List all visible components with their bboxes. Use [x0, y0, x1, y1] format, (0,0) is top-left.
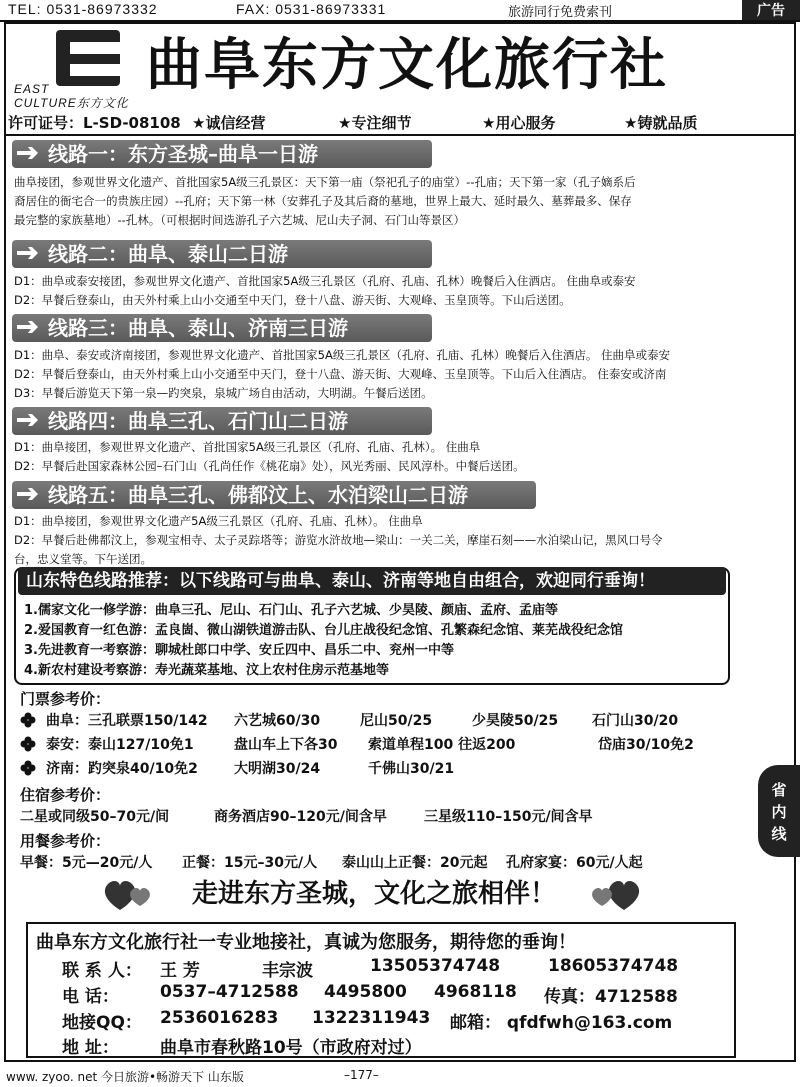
ticket-row-jinan [20, 758, 720, 780]
logo-text-line2: CULTURE东方文化 [14, 96, 129, 110]
ticket-item: 泰安：泰山127/10免1 [46, 737, 194, 753]
lodging-item: 三星级110–150元/间含早 [424, 809, 593, 825]
route-2-line: D1：曲阜或泰安接团，参观世界文化遗产、首批国家5A级三孔景区（孔府、孔庙、孔林）晚餐后入住酒店。 住曲阜或泰安 [14, 274, 636, 288]
route-3-bar [12, 314, 432, 342]
contact-email: 邮箱： qfdfwh@163.com [450, 1013, 673, 1033]
footer-site: www. zyoo. net 今日旅游•畅游天下 山东版 [6, 1070, 244, 1084]
dining-section-title: 用餐参考价： [20, 832, 111, 850]
recommend-item: 3.先进教育一考察游：聊城杜郎口中学、安丘四中、昌乐二中、兖州一中等 [24, 643, 454, 658]
route-3-title: 线路三：曲阜、泰山、济南三日游 [48, 316, 348, 340]
motto-4: ★铸就品质 [624, 114, 698, 132]
contact-phone-label: 电 话： [62, 987, 119, 1007]
pointing-hand-icon [16, 146, 42, 160]
route-5-line: D2：早餐后赴佛都汶上，参观宝相寺、太子灵踪塔等；游览水浒故地—梁山：一关二关，摩崖石刻——水泊梁山记，黑风口号令 [14, 533, 663, 547]
contact-address-row [62, 1033, 722, 1057]
route-5-line: 台，忠义堂等。下午送团。 [14, 552, 152, 566]
route-5-desc [14, 512, 663, 569]
pointing-hand-icon [16, 487, 42, 501]
route-2-bar [12, 240, 432, 268]
route-5-title: 线路五：曲阜三孔、佛都汶上、水泊梁山二日游 [48, 483, 468, 507]
ticket-item: 曲阜：三孔联票150/142 [46, 713, 208, 729]
ticket-item: 大明湖30/24 [234, 761, 321, 777]
recommend-item: 1.儒家文化一修学游：曲阜三孔、尼山、石门山、孔子六艺城、少昊陵、颜庙、孟府、孟庙等 [24, 603, 558, 618]
contact-phone: 4968118 [434, 982, 517, 1002]
route-2-line: D2：早餐后登泰山，由天外村乘上山小交通至中天门，登十八盘、游天街、大观峰、玉皇顶等。下山后送团。 [14, 293, 571, 307]
top-strip [0, 0, 800, 20]
header-divider [6, 134, 794, 136]
dining-item: 孔府家宴：60元/人起 [506, 855, 643, 871]
route-1-desc [14, 173, 635, 230]
recommend-banner: 山东特色线路推荐：以下线路可与曲阜、泰山、济南等地自由组合，欢迎同行垂询！ [18, 567, 726, 595]
lodging-section-title: 住宿参考价： [20, 786, 111, 804]
slogan: 走进东方圣城，文化之旅相伴！ [191, 879, 556, 909]
contact-qq: 1322311943 [312, 1008, 431, 1028]
contact-address-label: 地 址： [62, 1038, 119, 1058]
contact-address: 曲阜市春秋路10号（市政府对过） [160, 1038, 422, 1058]
contact-person-label: 联 系 人： [62, 961, 142, 981]
recommend-item: 4.新农村建设考察游：寿光蔬菜基地、汶上农村住房示范基地等 [24, 663, 389, 678]
dining-item: 早餐：5元—20元/人 [20, 855, 153, 871]
dining-row [20, 852, 720, 874]
route-1-bar [12, 140, 432, 168]
contact-person: 王 芳 [160, 961, 200, 981]
contact-qq-label: 地接QQ： [62, 1013, 142, 1033]
ticket-section-title: 门票参考价： [20, 690, 111, 708]
contact-mobile: 13505374748 [370, 956, 501, 976]
route-5-line: D1：曲阜接团，参观世界文化遗产5A级三孔景区（孔府、孔庙、孔林）。 住曲阜 [14, 514, 423, 528]
route-4-title: 线路四：曲阜三孔、石门山二日游 [48, 409, 348, 433]
route-2-desc [14, 272, 636, 310]
contact-person: 丰宗波 [262, 961, 313, 981]
license-number: 许可证号：L-SD-08108 [8, 114, 181, 132]
route-1-line: 最完整的家族墓地）--孔林。（可根据时间选游孔子六艺城、尼山夫子洞、石门山等景区） [14, 213, 466, 227]
ticket-item: 岱庙30/10免2 [598, 737, 694, 753]
motto-2: ★专注细节 [338, 114, 412, 132]
ticket-row-taian [20, 734, 780, 756]
ticket-item: 石门山30/20 [592, 713, 679, 729]
side-tab-char: 线 [771, 825, 787, 843]
route-2-title: 线路二：曲阜、泰山二日游 [48, 242, 288, 266]
route-4-line: D1：曲阜接团，参观世界文化遗产、首批国家5A级三孔景区（孔府、孔庙、孔林）。 住曲阜 [14, 440, 481, 454]
ticket-item: 少昊陵50/25 [472, 713, 559, 729]
dining-item: 正餐：15元–30元/人 [182, 855, 318, 871]
route-3-line: D2：早餐后登泰山，由天外村乘上山小交通至中天门，登十八盘、游天街、大观峰、玉皇顶等。下山后入住酒店。 住泰安或济南 [14, 367, 667, 381]
side-tab-char: 省 [771, 781, 787, 799]
free-catalog-label: 旅游同行免费索刊 [508, 5, 613, 20]
page-footer [0, 1066, 800, 1087]
clover-icon [20, 712, 36, 728]
logo-text-line1: EAST [14, 82, 50, 96]
lodging-row [20, 806, 720, 828]
side-tab-char: 内 [771, 803, 787, 821]
ticket-item: 六艺城60/30 [234, 713, 321, 729]
clover-icon [20, 736, 36, 752]
heart-right-icon [586, 876, 644, 912]
ticket-item: 索道单程100 往返200 [368, 737, 516, 753]
ticket-row-qufu [20, 710, 780, 732]
route-3-desc [14, 346, 670, 403]
logo-mark-icon [56, 30, 120, 86]
page-number: –177– [344, 1068, 379, 1082]
ad-tag: 广告 [742, 0, 800, 22]
clover-icon [20, 760, 36, 776]
tel-number: TEL: 0531-86973332 [8, 1, 158, 17]
route-3-line: D1：曲阜、泰安或济南接团，参观世界文化遗产、首批国家5A级三孔景区（孔府、孔庙、孔林）晚餐后入住酒店。 住曲阜或泰安 [14, 348, 671, 362]
contact-phone: 0537–4712588 [160, 982, 299, 1002]
contact-qq: 2536016283 [160, 1008, 279, 1028]
license-row [6, 112, 794, 134]
ticket-item: 千佛山30/21 [368, 761, 455, 777]
contact-phone-row [62, 982, 722, 1006]
lodging-item: 商务酒店90–120元/间含早 [214, 809, 387, 825]
motto-3: ★用心服务 [482, 114, 556, 132]
lodging-item: 二星或同级50–70元/间 [20, 809, 170, 825]
contact-fax: 传真：4712588 [544, 987, 678, 1007]
ticket-item: 济南：趵突泉40/10免2 [46, 761, 198, 777]
agency-title: 曲阜东方文化旅行社 [146, 33, 668, 98]
route-1-line: 曲阜接团，参观世界文化遗产、首批国家5A级三孔景区：天下第一庙（祭祀孔子的庙堂）--孔庙；天下第一家（孔子嫡系后 [14, 175, 636, 189]
route-5-bar [12, 481, 536, 509]
pointing-hand-icon [16, 246, 42, 260]
contact-headline: 曲阜东方文化旅行社一专业地接社，真诚为您服务，期待您的垂询！ [36, 932, 576, 953]
route-4-desc [14, 438, 525, 476]
pointing-hand-icon [16, 320, 42, 334]
recommend-item: 2.爱国教育一红色游：孟良崮、微山湖铁道游击队、台儿庄战役纪念馆、孔繁森纪念馆、莱芜战役纪念馆 [24, 623, 623, 638]
route-1-title: 线路一：东方圣城–曲阜一日游 [48, 142, 318, 166]
contact-mobile: 18605374748 [548, 956, 679, 976]
route-4-bar [12, 407, 432, 435]
ticket-item: 盘山车上下各30 [234, 737, 338, 753]
dining-item: 泰山山上正餐：20元起 [342, 855, 488, 871]
contact-qq-row [62, 1008, 722, 1032]
province-route-tab [758, 765, 800, 857]
route-1-line: 裔居住的衙宅合一的贵族庄园）--孔府；天下第一林（安葬孔子及其后裔的墓地，世界上最大、延时最久、墓葬最多、保存 [14, 194, 632, 208]
ticket-item: 尼山50/25 [360, 713, 433, 729]
route-3-line: D3：早餐后游览天下第一泉—趵突泉，泉城广场自由活动，大明湖。午餐后送团。 [14, 386, 433, 400]
pointing-hand-icon [16, 413, 42, 427]
fax-number: FAX: 0531-86973331 [236, 1, 387, 17]
contact-person-row [62, 956, 722, 980]
motto-1: ★诚信经营 [192, 114, 266, 132]
contact-phone: 4495800 [324, 982, 407, 1002]
route-4-line: D2：早餐后赴国家森林公园–石门山（孔尚任作《桃花扇》处），风光秀丽、民风淳朴。中餐后送团。 [14, 459, 525, 473]
east-culture-logo [12, 28, 142, 108]
